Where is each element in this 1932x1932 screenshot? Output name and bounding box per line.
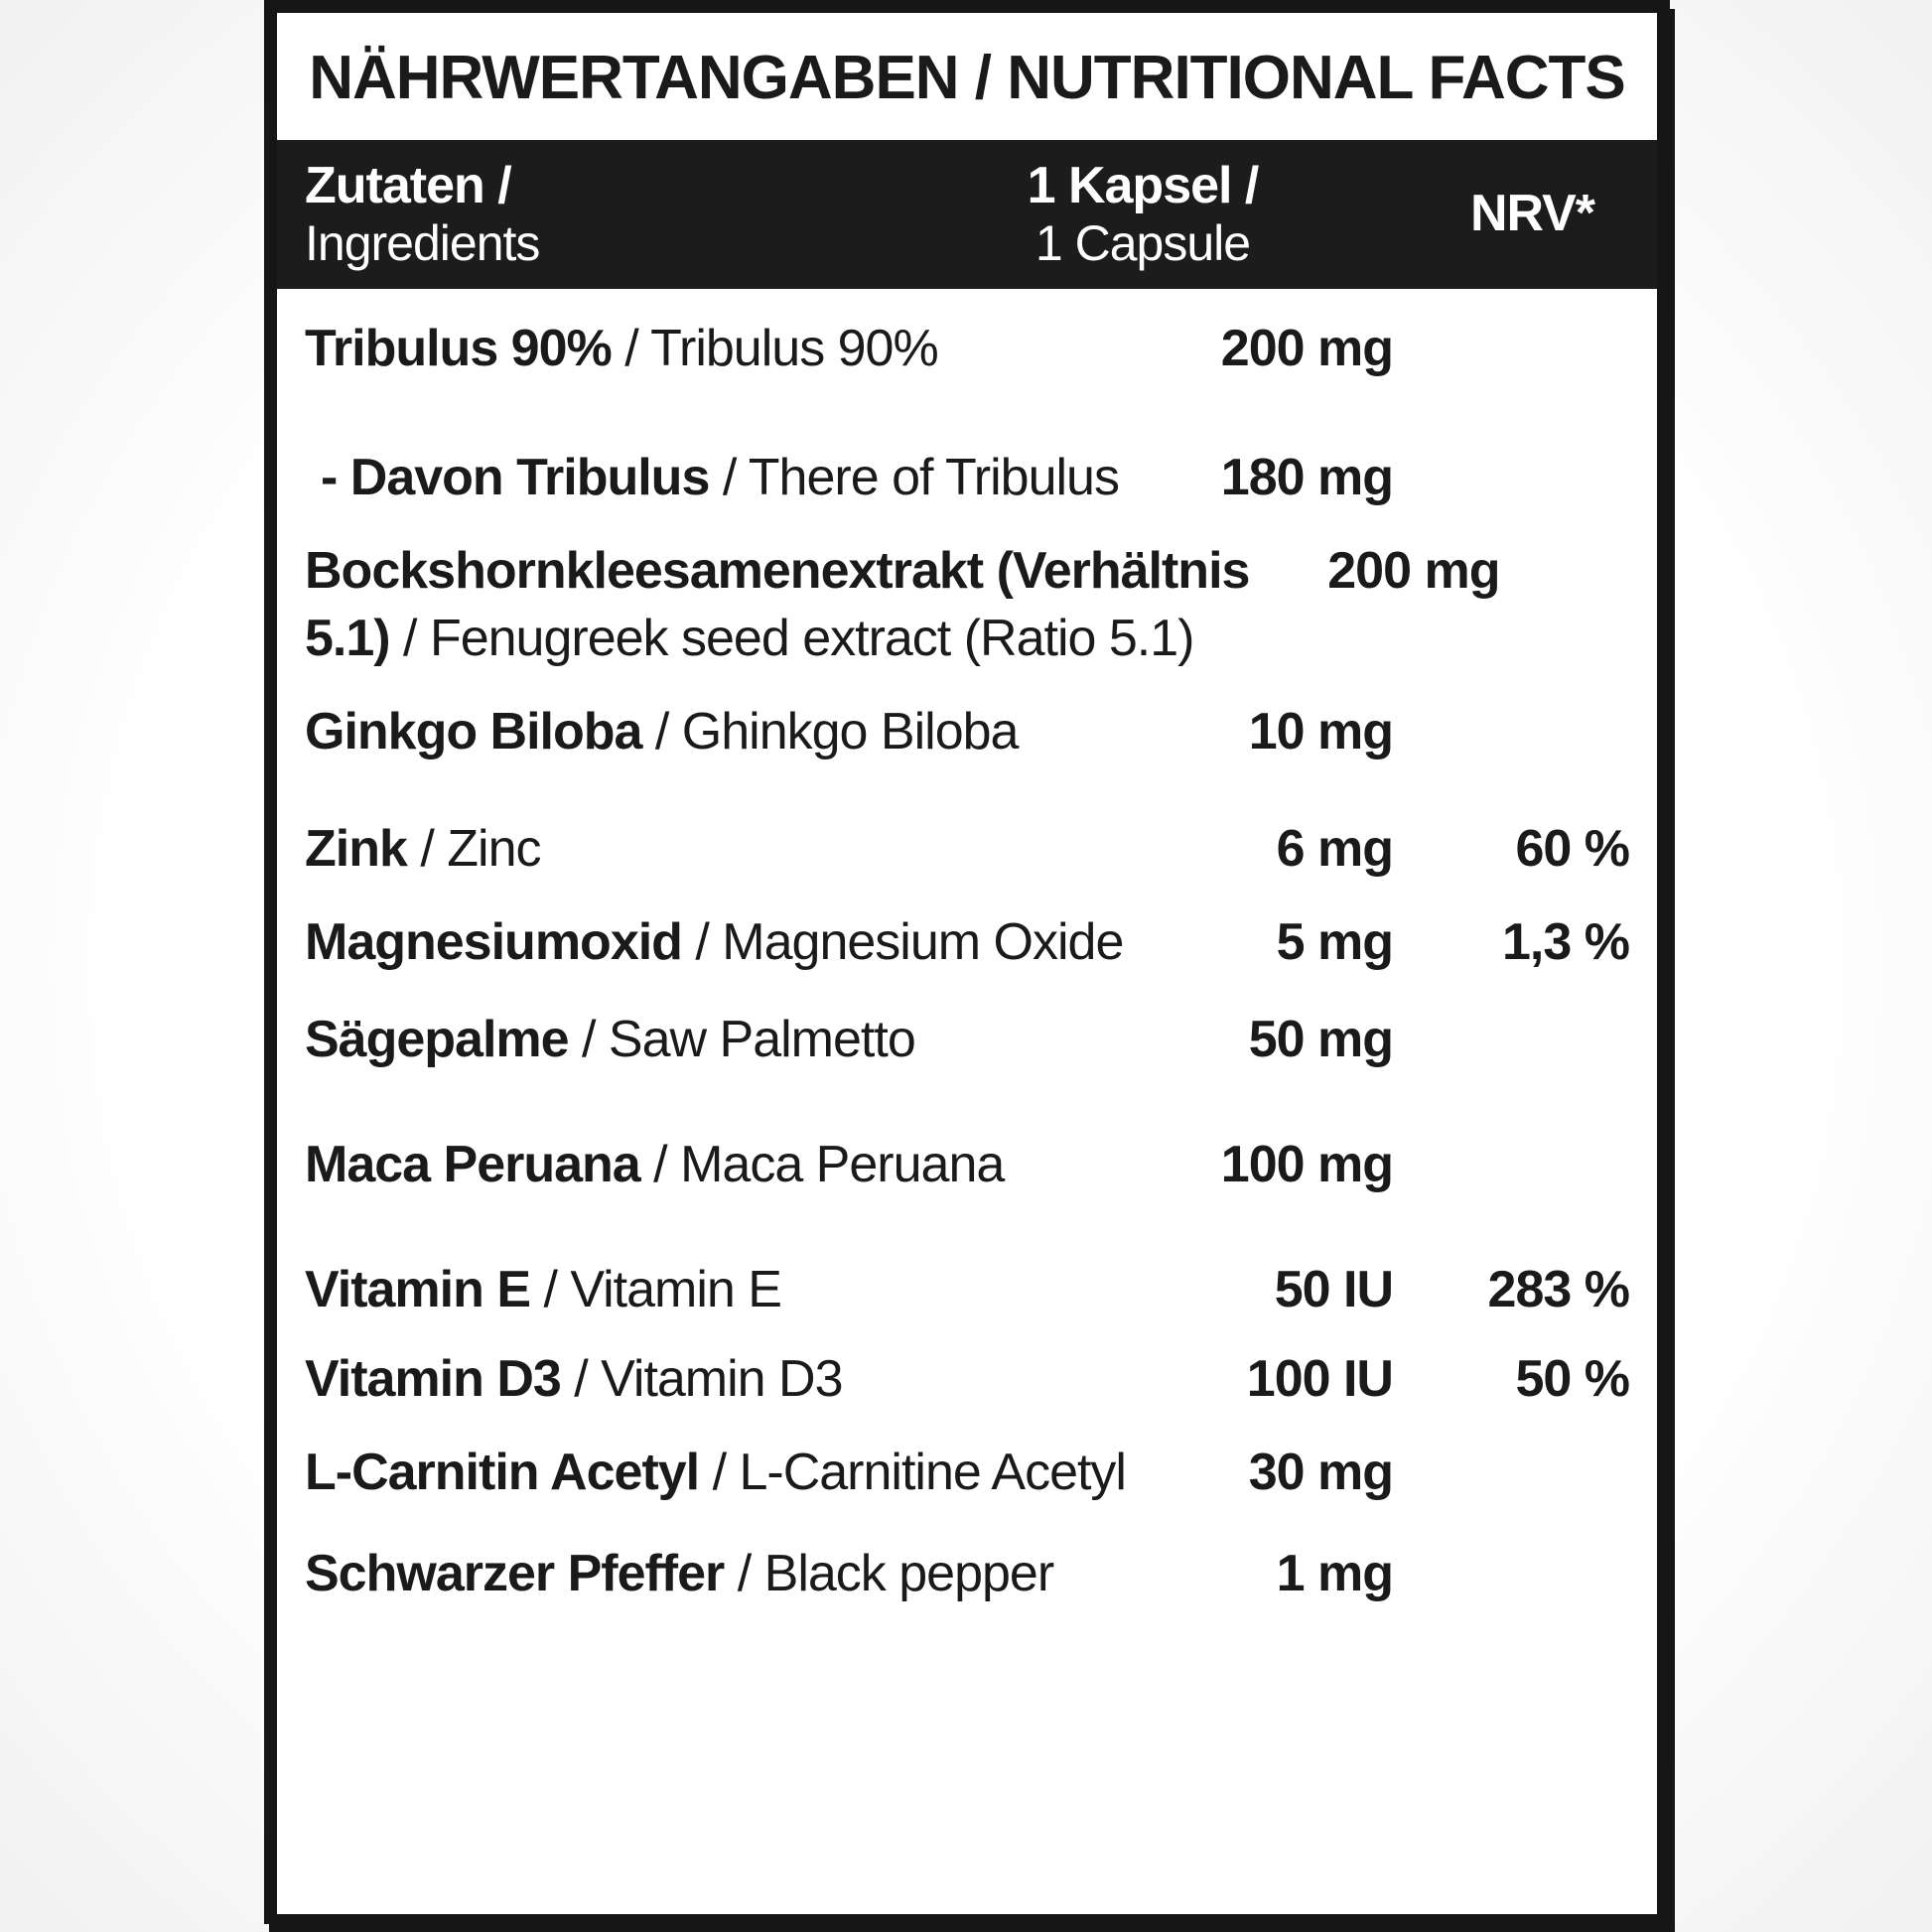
ingredient-name-separator: / <box>560 1350 602 1408</box>
table-row <box>305 908 1629 976</box>
ingredient-name <box>305 1439 1143 1506</box>
ingredient-name-en: Saw Palmetto <box>608 1011 915 1068</box>
ingredient-name-separator: / <box>568 1011 609 1068</box>
ingredient-name-de: Magnesiumoxid <box>305 913 682 971</box>
ingredient-name-en: Vitamin D3 <box>601 1350 843 1408</box>
ingredient-name <box>305 1345 1143 1413</box>
ingredient-name-en: Tribulus 90% <box>650 320 938 377</box>
ingredient-name-separator: / <box>530 1261 571 1318</box>
ingredient-name-de: Sägepalme <box>305 1011 569 1068</box>
ingredient-name-en: Ghinkgo Biloba <box>681 703 1019 760</box>
header-ingredients-en: Ingredients <box>305 215 540 271</box>
ingredient-name-separator: / <box>639 1136 681 1193</box>
table-row <box>305 315 1629 382</box>
ingredient-amount: 100 IU <box>1246 1350 1393 1408</box>
ingredient-amount: 100 mg <box>1220 1136 1393 1193</box>
ingredient-name-de: L-Carnitin Acetyl <box>305 1444 700 1501</box>
ingredient-name-separator: / <box>724 1545 764 1602</box>
table-row <box>305 1006 1629 1073</box>
ingredient-name-de: Bockshornkleesamenextrakt (Verhältnis 5.1) <box>305 542 1250 667</box>
ingredient-name-en: Maca Peruana <box>680 1136 1005 1193</box>
ingredient-amount: 200 mg <box>1327 542 1500 600</box>
table-row <box>305 698 1629 765</box>
ingredient-name-en: Vitamin E <box>570 1261 781 1318</box>
ingredient-name <box>305 1131 1143 1198</box>
ingredient-name-en: Magnesium Oxide <box>722 913 1124 971</box>
ingredient-name-de: Vitamin D3 <box>305 1350 561 1408</box>
ingredient-name <box>305 1540 1143 1607</box>
header-ingredients-de: Zutaten / <box>305 157 511 214</box>
table-row <box>305 537 1629 672</box>
ingredient-name <box>305 537 1327 672</box>
ingredient-name-de: Vitamin E <box>305 1261 531 1318</box>
ingredient-amount: 50 mg <box>1248 1011 1393 1068</box>
table-row <box>305 444 1629 511</box>
ingredient-name-separator: / <box>389 610 430 667</box>
ingredient-amount: 10 mg <box>1248 703 1393 760</box>
ingredient-name-de: Zink <box>305 820 407 878</box>
ingredient-name-en: Black pepper <box>763 1545 1054 1602</box>
table-row <box>305 1131 1629 1198</box>
ingredient-nrv: 1,3 % <box>1502 913 1629 971</box>
ingredient-nrv: 60 % <box>1515 820 1629 878</box>
table-row <box>305 1345 1629 1413</box>
ingredient-name-separator: / <box>709 449 749 506</box>
ingredient-name-de: Ginkgo Biloba <box>305 703 642 760</box>
header-amount-de: 1 Kapsel / <box>1027 157 1259 214</box>
ingredient-name-de: - Davon Tribulus <box>321 449 710 506</box>
ingredient-name-separator: / <box>406 820 448 878</box>
header-nrv-column: NRV* <box>1469 185 1595 242</box>
table-row <box>305 1439 1629 1506</box>
ingredient-name-separator: / <box>681 913 723 971</box>
ingredient-rows <box>277 289 1657 1914</box>
ingredient-amount: 50 IU <box>1274 1261 1393 1318</box>
ingredient-name-de: Maca Peruana <box>305 1136 640 1193</box>
ingredient-name-en: L-Carnitine Acetyl <box>739 1444 1126 1501</box>
ingredient-amount: 200 mg <box>1220 320 1393 377</box>
ingredient-amount: 5 mg <box>1276 913 1393 971</box>
header-amount-column <box>924 156 1361 271</box>
ingredient-amount: 1 mg <box>1276 1545 1393 1602</box>
ingredient-name <box>305 315 1143 382</box>
ingredient-name-en: Zinc <box>447 820 541 878</box>
ingredient-name-separator: / <box>641 703 682 760</box>
ingredient-name-en: There of Tribulus <box>748 449 1119 506</box>
ingredient-nrv: 50 % <box>1515 1350 1629 1408</box>
ingredient-name-separator: / <box>699 1444 740 1501</box>
ingredient-name-en: Fenugreek seed extract (Ratio 5.1) <box>429 610 1194 667</box>
ingredient-amount: 180 mg <box>1220 449 1393 506</box>
nutrition-facts-table <box>264 0 1670 1924</box>
ingredient-name <box>305 1006 1143 1073</box>
ingredient-amount: 6 mg <box>1276 820 1393 878</box>
table-title: NÄHRWERTANGABEN / NUTRITIONAL FACTS <box>309 44 1625 112</box>
ingredient-amount: 30 mg <box>1248 1444 1393 1501</box>
ingredient-name-de: Tribulus 90% <box>305 320 612 377</box>
ingredient-nrv: 283 % <box>1487 1261 1629 1318</box>
ingredient-name <box>305 908 1143 976</box>
table-header-row <box>277 140 1657 289</box>
ingredient-name <box>305 698 1143 765</box>
ingredient-name-separator: / <box>611 320 651 377</box>
header-amount-en: 1 Capsule <box>1035 215 1251 271</box>
table-row <box>305 1256 1629 1323</box>
header-ingredients-column <box>305 156 979 271</box>
ingredient-name <box>305 815 1143 883</box>
ingredient-name-de: Schwarzer Pfeffer <box>305 1545 725 1602</box>
table-row <box>305 815 1629 883</box>
table-row <box>305 1540 1629 1607</box>
ingredient-name <box>305 444 1143 511</box>
ingredient-name <box>305 1256 1143 1323</box>
